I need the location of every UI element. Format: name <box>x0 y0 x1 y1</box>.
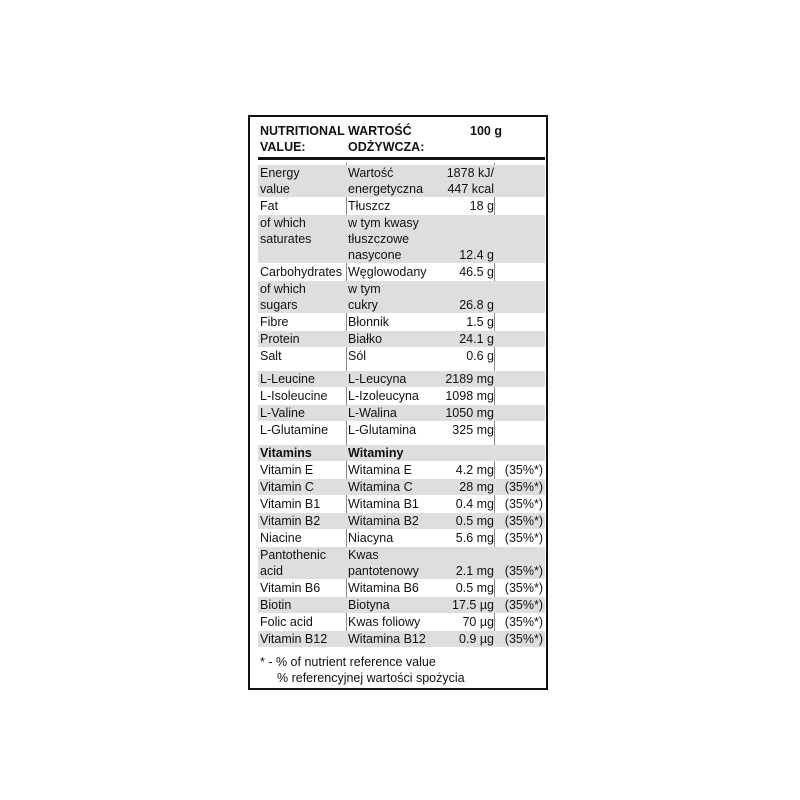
reference-percent: (35%*) <box>504 564 543 578</box>
row-label-pl <box>348 580 419 596</box>
cell-text: Fat <box>260 199 279 213</box>
cell-text: Vitamin C <box>260 480 314 494</box>
footnote-line-2: % referencyjnej wartości spożycia <box>277 671 465 685</box>
cell-text: 28 mg <box>459 480 494 494</box>
reference-percent: (35%*) <box>504 581 543 595</box>
cell-text: Witamina B6 <box>348 581 419 595</box>
row-value <box>452 597 494 613</box>
cell-text: Witamina B12 <box>348 632 426 646</box>
cell-text: Witaminy <box>348 446 404 460</box>
header-divider <box>258 157 545 160</box>
cell-text: 2.1 mg <box>455 564 494 578</box>
header-per-100g: 100 g <box>470 124 502 138</box>
cell-text: 1.5 g <box>466 315 494 329</box>
cell-text: Wartość <box>348 166 394 180</box>
cell-text: w tym <box>348 282 381 296</box>
cell-text: 0.5 mg <box>455 514 494 528</box>
table-row <box>258 631 545 647</box>
cell-text: Vitamin B6 <box>260 581 321 595</box>
row-label-pl <box>348 405 397 421</box>
cell-text: 0.9 µg <box>458 632 494 646</box>
row-label-en <box>260 198 278 214</box>
cell-text: Biotyna <box>348 598 390 612</box>
cell-text: Niacyna <box>348 531 394 545</box>
row-value <box>456 462 494 478</box>
cell-text: Vitamin B12 <box>260 632 328 646</box>
row-label-pl <box>348 215 419 263</box>
table-row <box>258 388 545 404</box>
cell-text: Kwas <box>348 548 379 562</box>
row-value <box>456 513 494 529</box>
header-wartosc-odzywcza: WARTOŚĆ ODŻYWCZA: <box>348 124 425 154</box>
table-row <box>258 580 545 596</box>
row-label-en <box>260 371 315 387</box>
cell-text: 4.2 mg <box>455 463 494 477</box>
cell-text: 17.5 µg <box>452 598 494 612</box>
row-value <box>459 479 494 495</box>
cell-text: Witamina E <box>348 463 412 477</box>
cell-text: 0.6 g <box>466 349 494 363</box>
row-label-pl <box>348 547 419 579</box>
cell-text: L-Leucyna <box>348 372 407 386</box>
row-label-en <box>260 496 320 512</box>
row-label-en <box>260 281 306 313</box>
table-row <box>258 198 545 214</box>
row-value <box>456 580 494 596</box>
row-label-en <box>260 614 313 630</box>
cell-text: L-Walina <box>348 406 397 420</box>
row-value <box>462 614 494 630</box>
cell-text: Carbohydrates <box>260 265 342 279</box>
row-label-pl <box>348 388 419 404</box>
row-label-en <box>260 597 291 613</box>
table-row <box>258 422 545 438</box>
table-row <box>258 331 545 347</box>
row-label-pl <box>348 513 419 529</box>
cell-text: Białko <box>348 332 383 346</box>
cell-text: 1878 kJ/ <box>446 166 494 180</box>
cell-text: 447 kcal <box>447 182 494 196</box>
row-label-pl <box>348 597 390 613</box>
reference-percent: (35%*) <box>504 598 543 612</box>
cell-text: Fibre <box>260 315 289 329</box>
row-label-pl <box>348 331 382 347</box>
cell-text: 70 µg <box>462 615 494 629</box>
row-value <box>459 631 494 647</box>
table-row <box>258 314 545 330</box>
reference-percent: (35%*) <box>504 463 543 477</box>
row-value <box>445 388 494 404</box>
row-label-pl <box>348 614 420 630</box>
cell-text: Vitamins <box>260 446 312 460</box>
cell-text: Węglowodany <box>348 265 427 279</box>
cell-text: Witamina C <box>348 480 413 494</box>
cell-text: Pantothenic <box>260 548 327 562</box>
cell-text: 0.4 mg <box>455 497 494 511</box>
row-value <box>459 215 494 263</box>
table-row <box>258 530 545 546</box>
row-label-en <box>260 631 327 647</box>
table-row <box>258 479 545 495</box>
row-label-pl <box>348 264 427 280</box>
cell-text: Sól <box>348 349 367 363</box>
row-value <box>470 198 494 214</box>
cell-text <box>260 247 311 263</box>
header-nutritional-value: NUTRITIONAL VALUE: <box>260 124 345 154</box>
cell-text: Witamina B2 <box>348 514 419 528</box>
cell-text: Biotin <box>260 598 292 612</box>
cell-text: Vitamin B2 <box>260 514 321 528</box>
cell-text: 24.1 g <box>459 332 494 346</box>
cell-text: L-Izoleucyna <box>348 389 419 403</box>
nutrition-facts-panel <box>248 115 548 690</box>
row-label-en <box>260 215 311 263</box>
cell-text: Niacine <box>260 531 302 545</box>
row-label-pl <box>348 479 413 495</box>
row-label-pl <box>348 530 393 546</box>
row-label-pl <box>348 422 416 438</box>
row-value <box>466 348 494 364</box>
reference-percent: (35%*) <box>504 497 543 511</box>
row-label-en <box>260 580 320 596</box>
cell-text: 12.4 g <box>459 248 494 262</box>
reference-percent: (35%*) <box>504 480 543 494</box>
cell-text: Kwas foliowy <box>348 615 421 629</box>
cell-text <box>491 445 494 461</box>
cell-text: Vitamin E <box>260 463 314 477</box>
row-value <box>456 496 494 512</box>
row-label-en <box>260 547 326 579</box>
row-label-en <box>260 264 342 280</box>
row-label-pl <box>348 496 419 512</box>
cell-text: Protein <box>260 332 300 346</box>
cell-text: tłuszczowe <box>348 232 410 246</box>
table-row <box>258 348 545 364</box>
table-row <box>258 614 545 630</box>
row-label-pl <box>348 314 389 330</box>
reference-percent: (35%*) <box>504 632 543 646</box>
cell-text: 26.8 g <box>459 298 494 312</box>
row-label-en <box>260 422 328 438</box>
table-row <box>258 513 545 529</box>
cell-text: of which <box>260 216 306 230</box>
row-label-en <box>260 530 302 546</box>
row-label-pl <box>348 198 390 214</box>
cell-text: Witamina B1 <box>348 497 419 511</box>
row-label-en <box>260 314 288 330</box>
row-label-en <box>260 479 314 495</box>
row-value <box>459 331 494 347</box>
cell-text: 1050 mg <box>445 406 494 420</box>
row-value <box>452 422 494 438</box>
row-label-en <box>260 348 282 364</box>
cell-text: 46.5 g <box>459 265 494 279</box>
row-value <box>459 264 494 280</box>
footnote-line-1: * - % of nutrient reference value <box>260 655 436 669</box>
row-value <box>456 530 494 546</box>
row-label-en <box>260 165 300 197</box>
cell-text: L-Leucine <box>260 372 315 386</box>
cell-text: Folic acid <box>260 615 313 629</box>
cell-text: of which <box>260 282 306 296</box>
row-label-pl <box>348 371 406 387</box>
cell-text: L-Valine <box>260 406 305 420</box>
table-row <box>258 215 545 263</box>
row-value <box>445 371 494 387</box>
row-label-pl <box>348 462 412 478</box>
cell-text: 0.5 mg <box>455 581 494 595</box>
row-label-pl <box>348 281 381 313</box>
row-label-en <box>260 513 320 529</box>
table-row <box>258 462 545 478</box>
row-value <box>445 405 494 421</box>
cell-text: Energy <box>260 166 300 180</box>
table-row <box>258 281 545 313</box>
cell-text: saturates <box>260 232 312 246</box>
row-value <box>456 547 494 579</box>
row-label-pl <box>348 445 403 461</box>
cell-text <box>459 215 494 231</box>
table-row <box>258 405 545 421</box>
cell-text: 325 mg <box>452 423 494 437</box>
table-row <box>258 547 545 579</box>
row-label-en <box>260 405 305 421</box>
row-label-pl <box>348 165 423 197</box>
cell-text: cukry <box>348 298 378 312</box>
cell-text: energetyczna <box>348 182 424 196</box>
cell-text: L-Glutamine <box>260 423 329 437</box>
row-value <box>459 281 494 313</box>
cell-text: L-Glutamina <box>348 423 417 437</box>
cell-text: 1098 mg <box>445 389 494 403</box>
row-value <box>491 445 494 461</box>
cell-text: value <box>260 182 290 196</box>
cell-text: L-Isoleucine <box>260 389 328 403</box>
cell-text: Błonnik <box>348 315 389 329</box>
cell-text: Tłuszcz <box>348 199 391 213</box>
cell-text: nasycone <box>348 248 402 262</box>
table-row <box>258 445 545 461</box>
cell-text: 2189 mg <box>445 372 494 386</box>
cell-text: pantotenowy <box>348 564 419 578</box>
row-label-en <box>260 388 327 404</box>
row-value <box>466 314 494 330</box>
cell-text: sugars <box>260 298 298 312</box>
row-label-en <box>260 331 300 347</box>
cell-text: 18 g <box>469 199 494 213</box>
cell-text: Salt <box>260 349 282 363</box>
table-row <box>258 597 545 613</box>
table-row <box>258 496 545 512</box>
cell-text <box>456 547 494 563</box>
table-row <box>258 264 545 280</box>
reference-percent: (35%*) <box>504 531 543 545</box>
table-row <box>258 371 545 387</box>
table-row <box>258 165 545 197</box>
cell-text: acid <box>260 564 283 578</box>
row-label-pl <box>348 631 426 647</box>
cell-text <box>459 281 494 297</box>
cell-text: w tym kwasy <box>348 216 419 230</box>
row-label-en <box>260 445 312 461</box>
row-label-pl <box>348 348 366 364</box>
cell-text <box>459 231 494 247</box>
row-value <box>447 165 494 197</box>
cell-text: 5.6 mg <box>455 531 494 545</box>
cell-text: Vitamin B1 <box>260 497 321 511</box>
reference-percent: (35%*) <box>504 514 543 528</box>
reference-percent: (35%*) <box>504 615 543 629</box>
row-label-en <box>260 462 313 478</box>
